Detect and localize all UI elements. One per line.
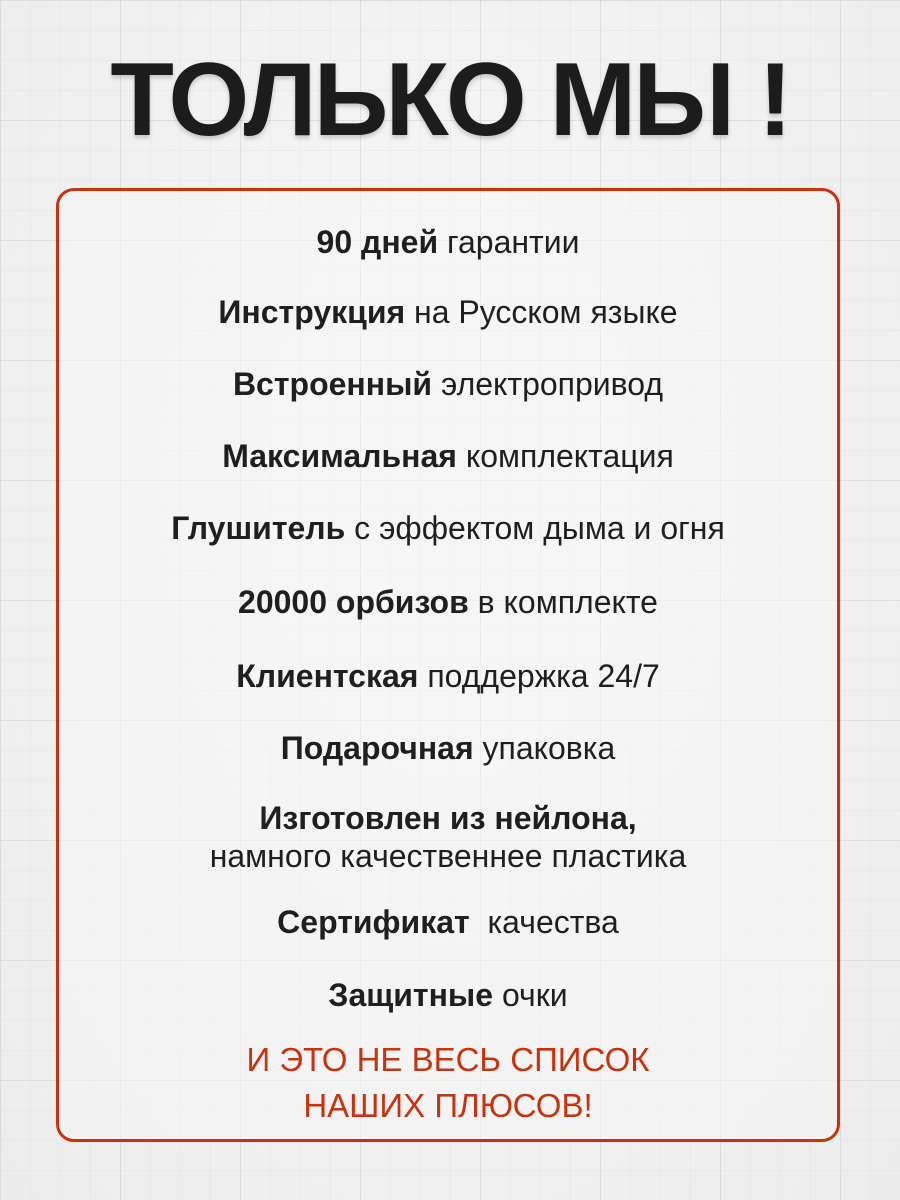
feature-support-text: поддержка 24/7 — [427, 658, 660, 694]
closing-statement — [59, 1037, 837, 1129]
feature-gift-wrap — [59, 729, 837, 767]
feature-nylon-bold: Изготовлен из нейлона, — [259, 800, 637, 836]
feature-orbeez — [59, 583, 837, 621]
feature-gift-wrap-text: упаковка — [482, 730, 616, 766]
feature-certificate-text: качества — [487, 904, 619, 940]
feature-silencer-text: с эффектом дыма и огня — [354, 510, 725, 546]
feature-support-bold: Клиентская — [236, 658, 419, 694]
feature-silencer-bold: Глушитель — [171, 510, 346, 546]
feature-support — [59, 657, 837, 695]
feature-warranty-text: гарантии — [447, 224, 580, 260]
feature-equipment-text: комплектация — [465, 438, 674, 474]
feature-orbeez-bold: 20000 орбизов — [238, 584, 469, 620]
feature-nylon — [59, 799, 837, 875]
feature-silencer — [59, 509, 837, 547]
feature-nylon-text: намного качественнее пластика — [209, 838, 687, 874]
feature-certificate-bold: Сертификат — [277, 904, 470, 940]
feature-goggles — [59, 976, 837, 1014]
feature-certificate — [59, 903, 837, 941]
feature-equipment-bold: Максимальная — [222, 438, 457, 474]
benefits-panel — [56, 188, 840, 1142]
feature-instructions-bold: Инструкция — [218, 294, 406, 330]
feature-electric-drive-bold: Встроенный — [232, 366, 433, 402]
feature-warranty — [59, 223, 837, 261]
feature-gift-wrap-bold: Подарочная — [280, 730, 474, 766]
feature-electric-drive — [59, 365, 837, 403]
feature-instructions — [59, 293, 837, 331]
feature-instructions-text: на Русском языке — [414, 294, 678, 330]
closing-statement-line-1: И ЭТО НЕ ВЕСЬ СПИСОК — [246, 1041, 650, 1078]
feature-equipment — [59, 437, 837, 475]
feature-goggles-bold: Защитные — [328, 977, 494, 1013]
feature-goggles-text: очки — [501, 977, 568, 1013]
closing-statement-line-2: НАШИХ ПЛЮСОВ! — [303, 1087, 593, 1124]
feature-electric-drive-text: электропривод — [440, 366, 664, 402]
headline: ТОЛЬКО МЫ ! — [110, 42, 790, 158]
feature-orbeez-text: в комплекте — [477, 584, 658, 620]
feature-warranty-bold: 90 дней — [316, 224, 439, 260]
